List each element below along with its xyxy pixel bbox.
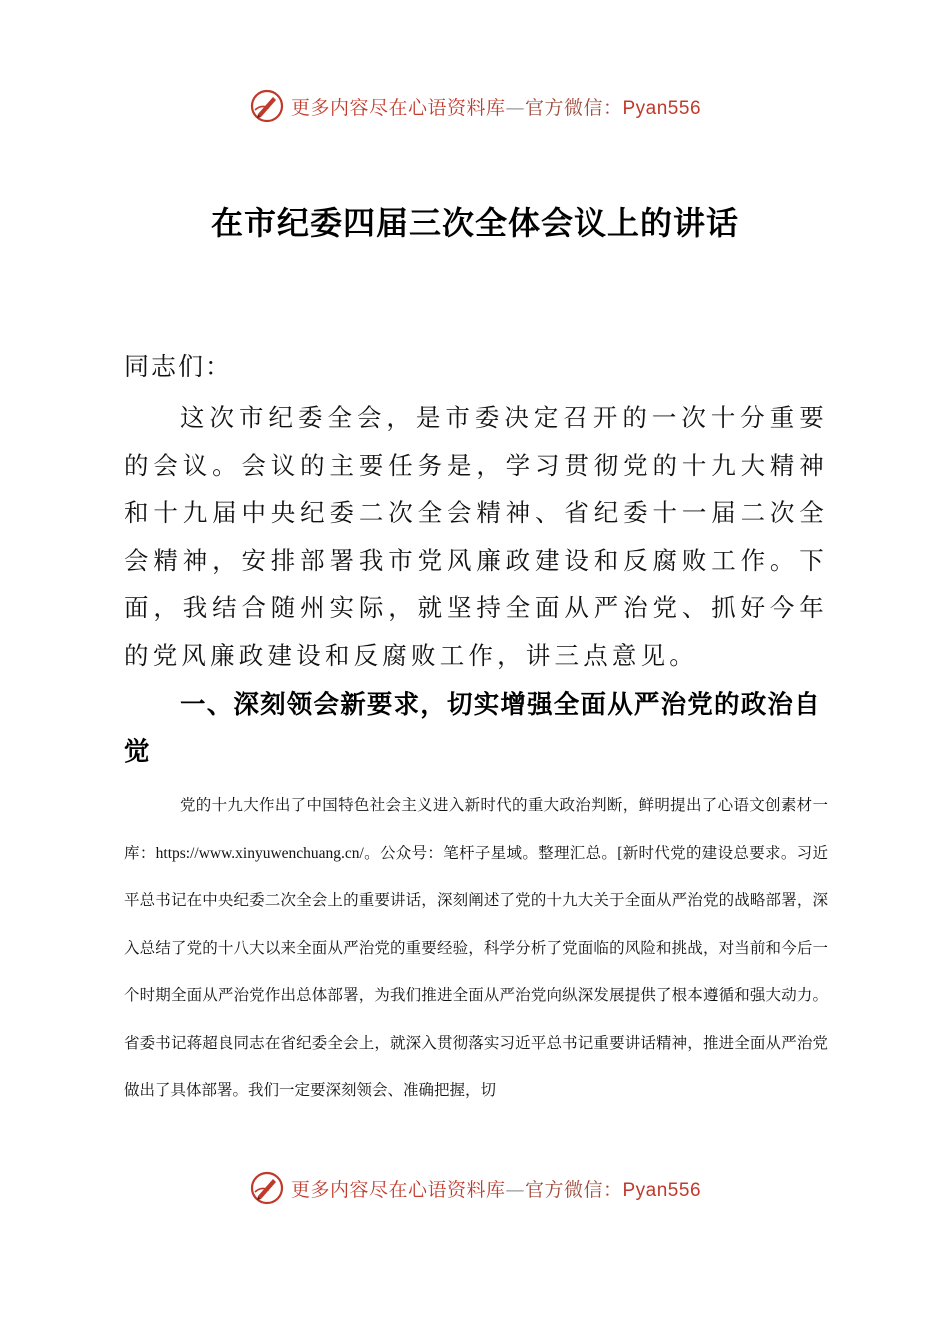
banner-main-text: 更多内容尽在心语资料库 xyxy=(290,96,506,119)
footer-watermark-banner xyxy=(0,1166,950,1210)
section-heading-1: 一、深刻领会新要求，切实增强全面从严治党的政治自觉 xyxy=(124,690,821,767)
opening-paragraph: 这次市纪委全会，是市委决定召开的一次十分重要的会议。会议的主要任务是，学习贯彻党的十九大精神和十九届中央纪委二次全会精神、省纪委十一届二次全会精神，安排部署我市党风廉政建设和反腐败工作。下面，我结合随州实际，就坚持全面从严治党、抓好今年的党风廉政建设和反腐败工作，讲三点意见。 xyxy=(124,403,828,670)
banner-text xyxy=(291,1175,701,1202)
banner-text xyxy=(291,93,701,120)
pen-logo-icon xyxy=(249,88,285,124)
banner-account: Pyan556 xyxy=(622,97,702,119)
banner-main-text: 更多内容尽在心语资料库 xyxy=(290,1178,506,1201)
banner-separator: — xyxy=(505,1178,525,1201)
banner-label: 官方微信： xyxy=(524,1178,623,1201)
salutation: 同志们： xyxy=(124,352,233,381)
pen-logo-icon xyxy=(249,1170,285,1206)
document-title: 在市纪委四届三次全体会议上的讲话 xyxy=(210,204,739,242)
body-paragraph: 党的十九大作出了中国特色社会主义进入新时代的重大政治判断，鲜明提出了心语文创素材一库：https://www.xinyuwenchuang.cn/。公众号：笔杆子星域。整理汇总。[新时代党的建设总要求。习近平总书记在中央纪委二次全会上的重要讲话，深刻阐述了党的十九大关于全面从严治党的战略部署，深入总结了党的十八大以来全面从严治党的重要经验，科学分析了党面临的风险和挑战，对当前和今后一个时期全面从严治党作出总体部署，为我们推进全面从严治党向纵深发展提供了根本遵循和强大动力。省委书记蒋超良同志在省纪委全会上，就深入贯彻落实习近平总书记重要讲话精神，推进全面从严治党做出了具体部署。我们一定要深刻领会、准确把握，切 xyxy=(124,797,828,1099)
banner-separator: — xyxy=(505,96,525,119)
banner-account: Pyan556 xyxy=(622,1179,702,1201)
banner-label: 官方微信： xyxy=(524,96,623,119)
header-watermark-banner xyxy=(0,84,950,128)
